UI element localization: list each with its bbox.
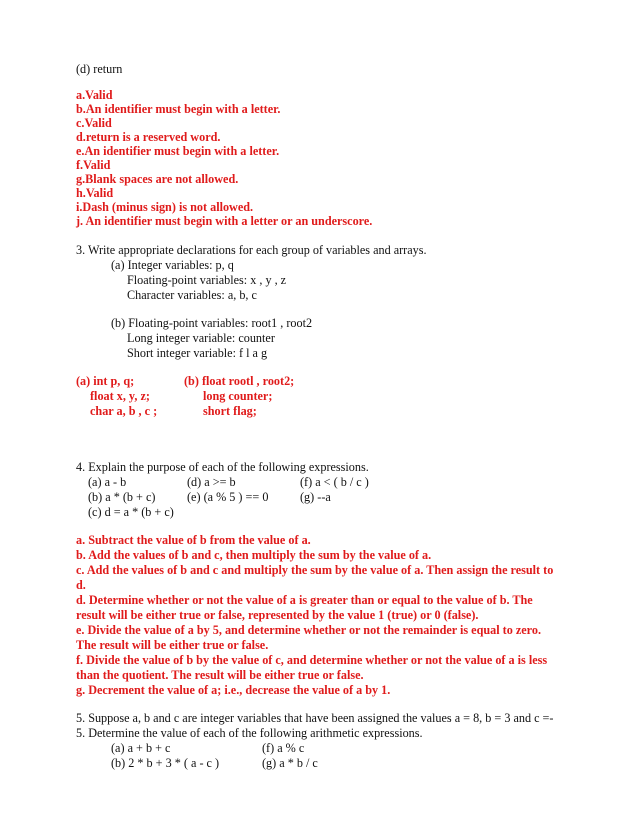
q3-b-float: (b) Floating-point variables: root1 , root2 bbox=[111, 316, 313, 330]
q4-expr-g: (g) --a bbox=[300, 490, 331, 504]
answer-line: b.An identifier must begin with a letter. bbox=[76, 102, 281, 116]
q4-expr-b: (b) a * (b + c) bbox=[88, 490, 156, 504]
question-4: 4. Explain the purpose of each of the following expressions. bbox=[76, 460, 369, 474]
q3-answer-b-3: short flag; bbox=[203, 404, 257, 418]
q4-answer-line: e. Divide the value of a by 5, and determine whether or not the remainder is equal to zero. bbox=[76, 623, 542, 637]
answer-line: d.return is a reserved word. bbox=[76, 130, 221, 144]
q5-expr-g: (g) a * b / c bbox=[262, 756, 318, 770]
q3-b-long: Long integer variable: counter bbox=[127, 331, 275, 345]
q4-answer-line: a. Subtract the value of b from the value of a. bbox=[76, 533, 311, 547]
q4-expr-d: (d) a >= b bbox=[187, 475, 236, 489]
answer-line: h.Valid bbox=[76, 186, 114, 200]
q4-answer-line: d. bbox=[76, 578, 86, 592]
answer-line: a.Valid bbox=[76, 88, 113, 102]
q5-expr-a: (a) a + b + c bbox=[111, 741, 171, 755]
answer-line: f.Valid bbox=[76, 158, 111, 172]
q4-expr-a: (a) a - b bbox=[88, 475, 127, 489]
q3-answer-b-2: long counter; bbox=[203, 389, 273, 403]
q4-expr-c: (c) d = a * (b + c) bbox=[88, 505, 174, 519]
q3-b-short: Short integer variable: f l a g bbox=[127, 346, 268, 360]
answer-line: e.An identifier must begin with a letter. bbox=[76, 144, 280, 158]
q3-answer-a-2: float x, y, z; bbox=[90, 389, 150, 403]
question-3: 3. Write appropriate declarations for each group of variables and arrays. bbox=[76, 243, 427, 257]
q3-answer-a-1: (a) int p, q; bbox=[76, 374, 135, 388]
q5-expr-f: (f) a % c bbox=[262, 741, 305, 755]
q3-answer-a-3: char a, b , c ; bbox=[90, 404, 158, 418]
q5-expr-b: (b) 2 * b + 3 * ( a - c ) bbox=[111, 756, 220, 770]
q4-answer-line: than the quotient. The result will be either true or false. bbox=[76, 668, 364, 682]
q3-answer-b-1: (b) float rootl , root2; bbox=[184, 374, 295, 388]
answer-line: c.Valid bbox=[76, 116, 112, 130]
question-item-d: (d) return bbox=[76, 62, 123, 76]
answer-line: g.Blank spaces are not allowed. bbox=[76, 172, 239, 186]
answer-line: j. An identifier must begin with a letter or an underscore. bbox=[76, 214, 373, 228]
q4-answer-line: d. Determine whether or not the value of a is greater than or equal to the value of b. The bbox=[76, 593, 533, 607]
q4-answer-line: b. Add the values of b and c, then multiply the sum by the value of a. bbox=[76, 548, 432, 562]
q3-a-int: (a) Integer variables: p, q bbox=[111, 258, 234, 272]
q4-answer-line: g. Decrement the value of a; i.e., decrease the value of a by 1. bbox=[76, 683, 391, 697]
question-5-line-1: 5. Suppose a, b and c are integer variables that have been assigned the values a = 8, b = 3 and c =- bbox=[76, 711, 554, 725]
answer-line: i.Dash (minus sign) is not allowed. bbox=[76, 200, 254, 214]
q3-a-char: Character variables: a, b, c bbox=[127, 288, 257, 302]
q4-expr-f: (f) a < ( b / c ) bbox=[300, 475, 369, 489]
q4-answer-line: The result will be either true or false. bbox=[76, 638, 269, 652]
question-5-line-2: 5. Determine the value of each of the following arithmetic expressions. bbox=[76, 726, 423, 740]
q4-expr-e: (e) (a % 5 ) == 0 bbox=[187, 490, 269, 504]
q4-answer-line: result will be either true or false, represented by the value 1 (true) or 0 (false). bbox=[76, 608, 479, 622]
q3-a-float: Floating-point variables: x , y , z bbox=[127, 273, 287, 287]
q4-answer-line: f. Divide the value of b by the value of c, and determine whether or not the value of a is less bbox=[76, 653, 548, 667]
q4-answer-line: c. Add the values of b and c and multiply the sum by the value of a. Then assign the result to bbox=[76, 563, 554, 577]
